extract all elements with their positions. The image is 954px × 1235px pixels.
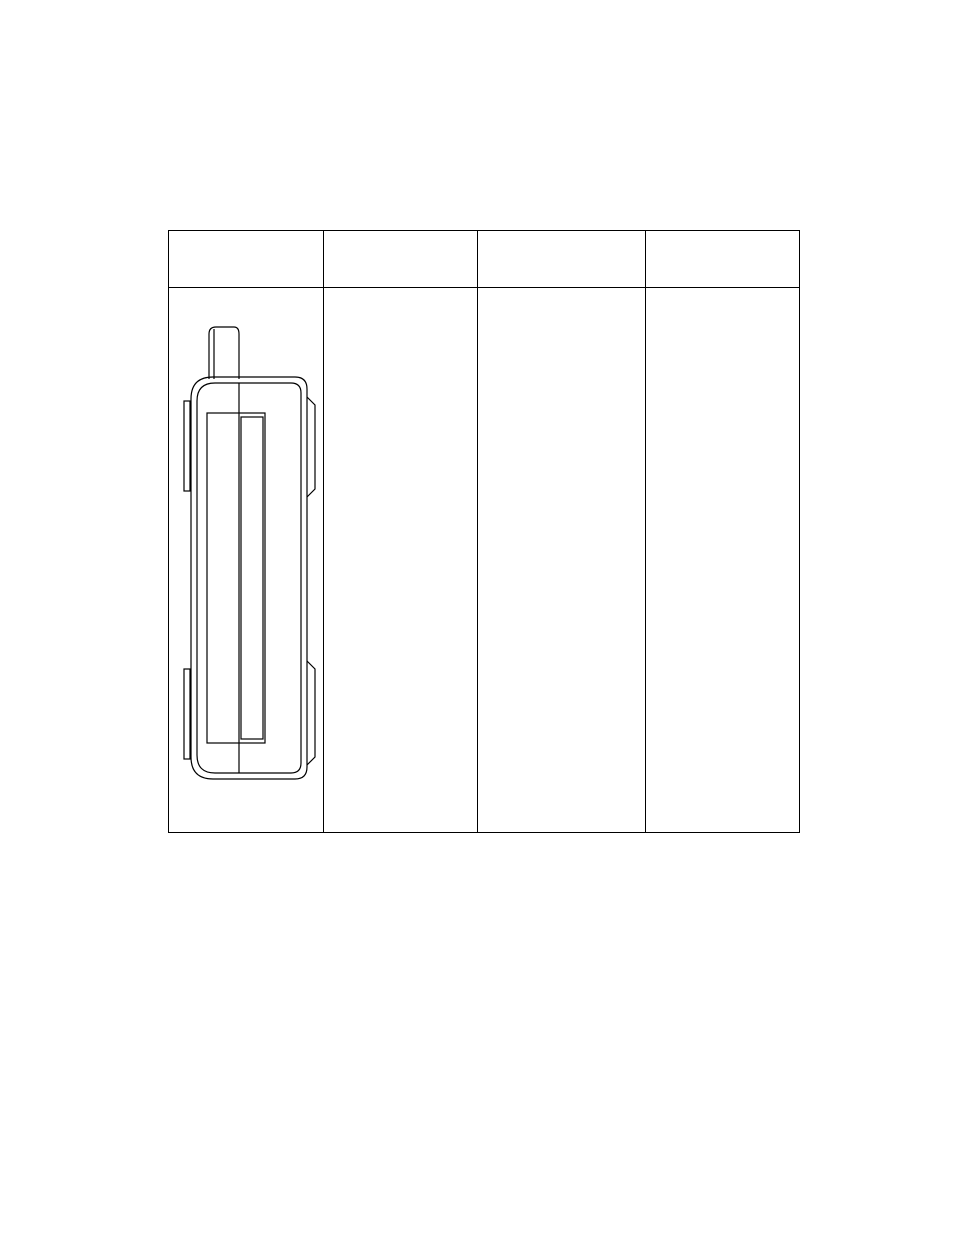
module-side-bump [307,661,315,765]
header-single-ended [477,231,645,284]
usb-module-drawing [169,289,323,832]
table-caption [200,201,769,215]
column-divider [645,231,646,832]
column-divider [323,231,324,832]
module-left-clip [184,401,190,491]
analog-terminal-table [168,230,800,833]
header-double-rule [169,287,799,288]
header-differential [645,231,799,284]
column-divider [477,231,478,832]
module-side-bump [307,397,315,497]
terminal-block [207,413,265,743]
header-terminal [323,231,477,284]
header-module [169,231,323,284]
module-body [191,377,307,779]
terminal-label-strip [241,417,263,739]
table-header [169,231,799,288]
module-illustration [169,289,323,832]
module-left-clip [184,669,190,759]
